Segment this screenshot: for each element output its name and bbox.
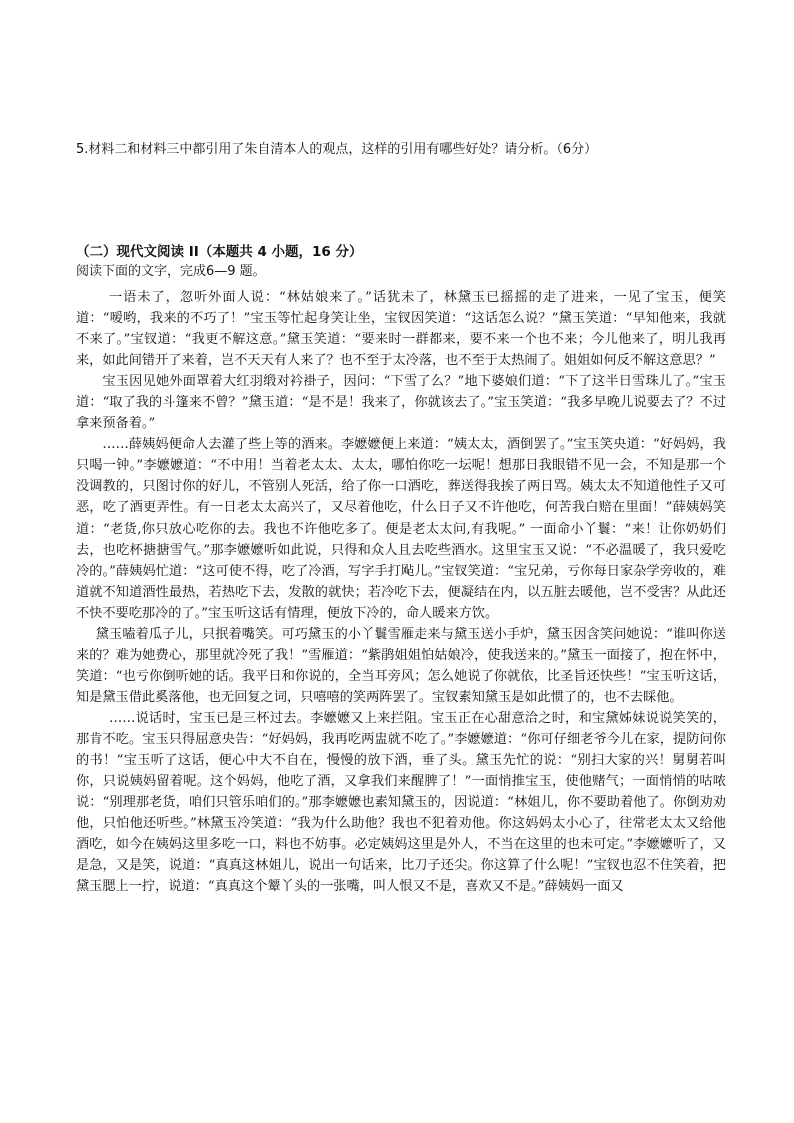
reading-instruction: 阅读下面的文字，完成6—9 题。: [76, 264, 266, 279]
passage-paragraph-1: 一语未了，忽听外面人说：“林姑娘来了。”话犹未了，林黛玉已摇摇的走了进来，一见了宝玉，便笑道：“嗳哟，我来的不巧了！”宝玉等忙起身笑让坐，宝钗因笑道：“这话怎么说？”黛玉笑道：“早知他来，我就不来了。”宝钗道：“我更不解这意。”黛玉笑道：“要来时一群都来，要不来一个也不来；今儿他来了，明儿我再来，如此间错开了来着，岂不天天有人来了？也不至于太冷落，也不至于太热闹了。姐姐如何反不解这意思？”: [76, 290, 726, 369]
section-title: （二）现代文阅读 II（本题共 4 小题，16 分）: [76, 244, 363, 260]
passage-paragraph-4: 黛玉嗑着瓜子儿，只抿着嘴笑。可巧黛玉的小丫鬟雪雁走来与黛玉送小手炉，黛玉因含笑问她说：“谁叫你送来的？难为她费心，那里就冷死了我！”雪雁道：“紫鹃姐姐怕姑娘冷，使我送来的。”黛玉一面接了，抱在怀中，笑道：“也亏你倒听她的话。我平日和你说的，全当耳旁风；怎么她说了你就依，比圣旨还快些！”宝玉听这话，知是黛玉借此奚落他，也无回复之词，只嘻嘻的笑两阵罢了。宝钗素知黛玉是如此惯了的，也不去睬他。: [76, 626, 726, 705]
passage-paragraph-3: ……薛姨妈便命人去灌了些上等的酒来。李嬷嬷便上来道：“姨太太，酒倒罢了。”宝玉笑央道：“好妈妈，我只喝一钟。”李嬷嬷道：“不中用！当着老太太、太太，哪怕你吃一坛呢！想那日我眼错不见一会，不知是那一个没调教的，只图讨你的好儿，不管别人死活，给了你一口酒吃，葬送得我挨了两日骂。姨太太不知道他性子又可恶，吃了酒更弄性。有一日老太太高兴了，又尽着他吃，什么日子又不许他吃，何苦我白赔在里面！”薛姨妈笑道：“老货,你只放心吃你的去。我也不许他吃多了。便是老太太问,有我呢。” 一面命小丫鬟：“来！让你奶奶们去，也吃杯搪搪雪气。”那李嬷嬷听如此说，只得和众人且去吃些酒水。这里宝玉又说：“不必温暖了，我只爱吃冷的。”薛姨妈忙道：“这可使不得，吃了冷酒，写字手打飐儿。”宝钗笑道：“宝兄弟，亏你每日家杂学旁收的，难道就不知道酒性最热，若热吃下去，发散的就快；若冷吃下去，便凝结在内，以五脏去暖他，岂不受害？从此还不快不要吃那冷的了。”宝玉听这话有情理，便放下冷的，命人暖来方饮。: [76, 437, 726, 621]
passage-paragraph-5: ……说话时，宝玉已是三杯过去。李嬷嬷又上来拦阻。宝玉正在心甜意洽之时，和宝黛姊妹说说笑笑的，那肯不吃。宝玉只得屈意央告：“好妈妈，我再吃两盅就不吃了。”李嬷嬷道：“你可仔细老爷今儿在家，提防问你的书！”宝玉听了这话，便心中大不自在，慢慢的放下酒，垂了头。黛玉先忙的说：“别扫大家的兴！舅舅若叫你，只说姨妈留着呢。这个妈妈，他吃了酒，又拿我们来醒脾了！”一面悄推宝玉，使他赌气；一面悄悄的咕哝说：“别理那老货，咱们只管乐咱们的。”那李嬷嬷也素知黛玉的，因说道：“林姐儿，你不要助着他了。你倒劝劝他，只怕他还听些。”林黛玉冷笑道：“我为什么助他？我也不犯着劝他。你这妈妈太小心了，往常老太太又给他酒吃，如今在姨妈这里多吃一口，料也不妨事。必定姨妈这里是外人，不当在这里的也未可定。”李嬷嬷听了，又是急，又是笑，说道：“真真这林姐儿，说出一句话来，比刀子还尖。你这算了什么呢！”宝钗也忍不住笑着，把黛玉腮上一拧，说道：“真真这个颦丫头的一张嘴，叫人恨又不是，喜欢又不是。”薛姨妈一面又: [76, 710, 726, 895]
passage-paragraph-2: 宝玉因见她外面罩着大红羽缎对衿褂子，因问：“下雪了么？”地下婆娘们道：“下了这半日雪珠儿了。”宝玉道：“取了我的斗篷来不曾？”黛玉道：“是不是！我来了，你就该去了。”宝玉笑道：“我多早晚儿说要去了？不过拿来预备着。”: [76, 374, 726, 432]
reading-passage: [76, 287, 726, 897]
question-5: 5.材料二和材料三中都引用了朱自清本人的观点，这样的引用有哪些好处？请分析。（6分）: [76, 142, 598, 157]
